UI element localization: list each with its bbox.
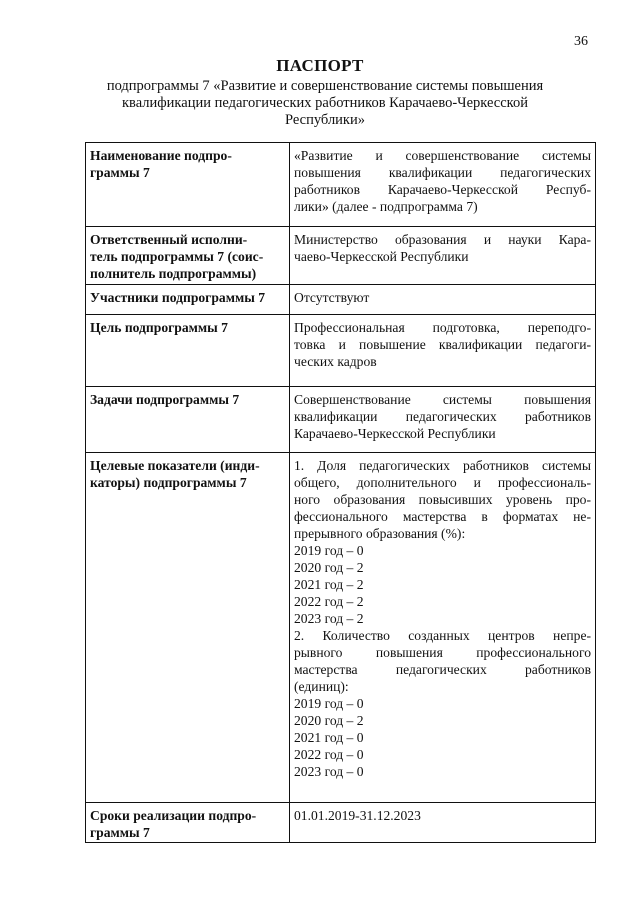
row-label — [86, 143, 290, 227]
row-label-line: граммы 7 — [90, 165, 150, 180]
row-label-line: полнитель подпрограммы) — [90, 266, 257, 281]
row-label — [86, 285, 290, 315]
subtitle-line: подпрограммы 7 «Развитие и совершенствование системы повышения — [106, 78, 544, 94]
row-value-line: 01.01.2019-31.12.2023 — [294, 808, 421, 823]
row-value-line: работников Карачаево-Черкесской Респуб- — [294, 182, 591, 197]
row-value — [290, 227, 596, 285]
table-row — [86, 285, 596, 315]
table-row — [86, 387, 596, 453]
row-label-line: Задачи подпрограммы 7 — [90, 392, 240, 407]
subtitle-line: Республики» — [285, 112, 365, 128]
subtitle-line: квалификации педагогических работников Карачаево-Черкесской — [122, 95, 528, 111]
row-value-line: Отсутствуют — [294, 290, 370, 305]
row-value — [290, 453, 596, 803]
row-value — [290, 143, 596, 227]
row-value-line: ного образования повысивших уровень про- — [294, 492, 591, 507]
row-label-line: Участники подпрограммы 7 — [90, 290, 266, 305]
row-label-line: каторы) подпрограммы 7 — [90, 475, 247, 490]
row-value-line: Карачаево-Черкесской Республики — [294, 426, 496, 441]
row-value-line: рывного повышения профессионального — [294, 645, 591, 660]
row-value-line: чаево-Черкесской Республики — [294, 249, 469, 264]
row-value-line: Профессиональная подготовка, переподго- — [294, 320, 591, 335]
row-label — [86, 803, 290, 843]
row-value-line: 2023 год – 2 — [294, 611, 364, 626]
row-value-line: 2021 год – 2 — [294, 577, 364, 592]
row-value-line: квалификации педагогических работников — [294, 409, 591, 424]
row-value-line: 2023 год – 0 — [294, 764, 364, 779]
table-row — [86, 227, 596, 285]
document-title: ПАСПОРТ — [276, 56, 364, 75]
row-label-line: тель подпрограммы 7 (соис- — [90, 249, 264, 264]
row-value-line: 2021 год – 0 — [294, 730, 364, 745]
row-label — [86, 227, 290, 285]
row-value — [290, 803, 596, 843]
row-value-line: лики» (далее - подпрограмма 7) — [294, 199, 478, 214]
row-value — [290, 285, 596, 315]
row-value-line: «Развитие и совершенствование системы — [294, 148, 591, 163]
row-label — [86, 387, 290, 453]
row-value — [290, 387, 596, 453]
row-value-line: 2020 год – 2 — [294, 713, 364, 728]
row-label-line: граммы 7 — [90, 825, 150, 840]
row-value-line: 2022 год – 2 — [294, 594, 364, 609]
row-value-line: прерывного образования (%): — [294, 526, 466, 541]
row-label-line: Сроки реализации подпро- — [90, 808, 257, 823]
row-value-line: общего, дополнительного и профессиональ- — [294, 475, 591, 490]
row-label-line: Наименование подпро- — [90, 148, 232, 163]
row-value-line: 1. Доля педагогических работников системы — [294, 458, 591, 473]
page-number: 36 — [574, 34, 588, 49]
row-value-line: 2022 год – 0 — [294, 747, 364, 762]
table-row — [86, 803, 596, 843]
row-value-line: Министерство образования и науки Кара- — [294, 232, 591, 247]
document-subtitle — [100, 78, 550, 129]
row-value-line: фессионального мастерства в форматах не- — [294, 509, 591, 524]
row-label-line: Цель подпрограммы 7 — [90, 320, 228, 335]
row-value-line: ческих кадров — [294, 354, 377, 369]
row-value-line: Совершенствование системы повышения — [294, 392, 591, 407]
row-value-line: повышения квалификации педагогических — [294, 165, 591, 180]
row-label-line: Целевые показатели (инди- — [90, 458, 260, 473]
row-label-line: Ответственный исполни- — [90, 232, 248, 247]
table-row — [86, 453, 596, 803]
row-label — [86, 453, 290, 803]
row-value-line: 2020 год – 2 — [294, 560, 364, 575]
table-row — [86, 315, 596, 387]
table-row — [86, 143, 596, 227]
passport-table — [85, 142, 596, 843]
row-label — [86, 315, 290, 387]
row-value-line: мастерства педагогических работников — [294, 662, 591, 677]
row-value-line: 2019 год – 0 — [294, 696, 364, 711]
row-value — [290, 315, 596, 387]
row-value-line: 2. Количество созданных центров непре- — [294, 628, 591, 643]
row-value-line: (единиц): — [294, 679, 349, 694]
row-value-line: 2019 год – 0 — [294, 543, 364, 558]
row-value-line: товка и повышение квалификации педагоги- — [294, 337, 591, 352]
